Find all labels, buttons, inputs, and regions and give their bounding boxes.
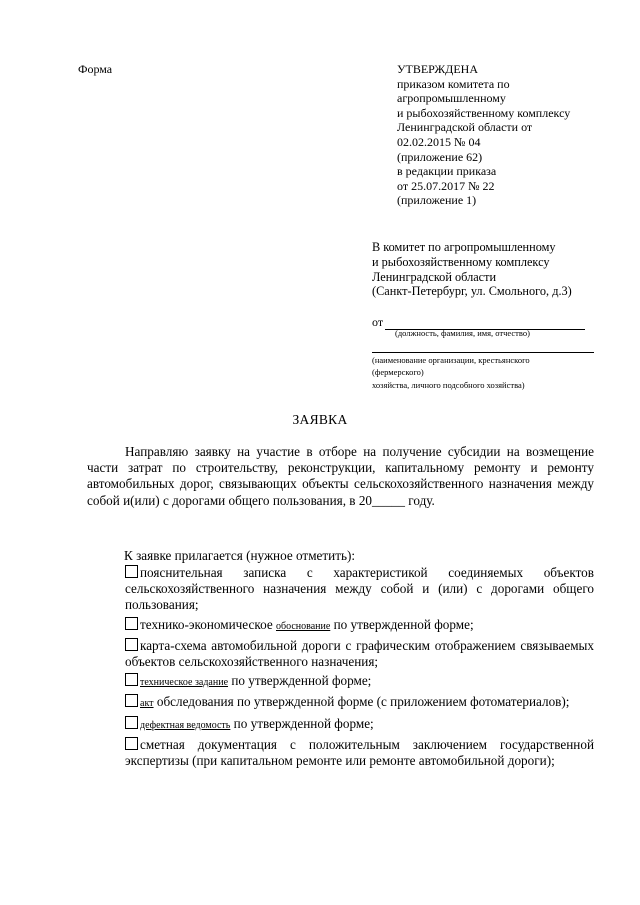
attachment-item (87, 565, 594, 614)
attachment-text: карта-схема автомобильной дороги с графическим отображением связываемых объектов сельскохозяйственного назначения; (125, 637, 594, 670)
form-label: Форма (78, 62, 113, 76)
from-hint: (должность, фамилия, имя, отчество) (395, 328, 530, 338)
organization-hint-line: (фермерского) (372, 367, 424, 378)
approval-heading: УТВЕРЖДЕНА (397, 62, 479, 76)
addressee-line: и рыбохозяйственному комплексу (372, 254, 550, 269)
approval-line: агропромышленному (397, 91, 506, 106)
approval-line: и рыбохозяйственному комплексу (397, 105, 571, 120)
attachment-text: сметная документация с положительным заключением государственной экспертизы (при капитальном ремонте или ремонте автомобильной дороги); (125, 736, 594, 769)
organization-hint-line: хозяйства, личного подсобного хозяйства) (372, 379, 525, 390)
checkbox[interactable] (125, 694, 138, 707)
attachments-list (87, 565, 594, 772)
approval-line: (приложение 62) (397, 149, 483, 164)
checkbox[interactable] (125, 737, 138, 750)
attachment-item (87, 737, 594, 769)
checkbox[interactable] (125, 638, 138, 651)
checkbox[interactable] (125, 565, 138, 578)
addressee-block (372, 240, 572, 299)
attachment-text: по утвержденной форме; (228, 673, 372, 689)
attachment-text: по утвержденной форме; (330, 616, 474, 632)
attachment-text: пояснительная записка с характеристикой соединяемых объектов сельскохозяйственного назначения между собой и (или) с дорогами общего пользования; (125, 565, 594, 613)
attachment-item (87, 716, 594, 734)
organization-input-line[interactable] (372, 352, 594, 353)
approval-block (397, 62, 570, 208)
attachment-item (87, 673, 594, 691)
attachment-item (87, 638, 594, 670)
application-text: Направляю заявку на участие в отборе на получение субсидии на возмещение части затрат по строительству, реконструкции, капитальному ремонту и ремонту автомобильных дорог, связывающих объекты сельскохозяйственного назначения между собой и(или) с дорогами общего пользования, в 20_____ году. (87, 444, 594, 508)
from-prefix: от (372, 315, 384, 329)
attachment-link-text: обоснование (275, 620, 331, 632)
attachments-heading: К заявке прилагается (нужное отметить): (124, 548, 356, 563)
checkbox[interactable] (125, 617, 138, 630)
attachment-text: по утвержденной форме; (230, 715, 374, 731)
approval-line: (приложение 1) (397, 193, 477, 208)
document-title: ЗАЯВКА (292, 412, 348, 427)
attachment-item (87, 694, 594, 712)
attachment-link-text: дефектная ведомость (140, 719, 231, 731)
attachment-link-text: техническое задание (140, 677, 229, 689)
organization-hint-line: (наименование организации, крестьянского (372, 355, 530, 365)
attachment-link-text: акт (140, 698, 154, 710)
organization-hint (372, 354, 530, 391)
addressee-line: Ленинградской области (372, 269, 497, 284)
addressee-line: В комитет по агропромышленному (372, 240, 556, 254)
approval-line: Ленинградской области от (397, 120, 533, 135)
approval-line: приказом комитета по (397, 76, 510, 91)
attachment-item (87, 617, 594, 635)
approval-line: 02.02.2015 № 04 (397, 134, 481, 149)
checkbox[interactable] (125, 673, 138, 686)
addressee-line: (Санкт-Петербург, ул. Смольного, д.3) (372, 284, 572, 299)
attachment-text: технико-экономическое (140, 616, 276, 632)
approval-line: от 25.07.2017 № 22 (397, 178, 495, 193)
attachment-text: обследования по утвержденной форме (с приложением фотоматериалов); (153, 694, 570, 710)
approval-line: в редакции приказа (397, 164, 497, 179)
checkbox[interactable] (125, 716, 138, 729)
